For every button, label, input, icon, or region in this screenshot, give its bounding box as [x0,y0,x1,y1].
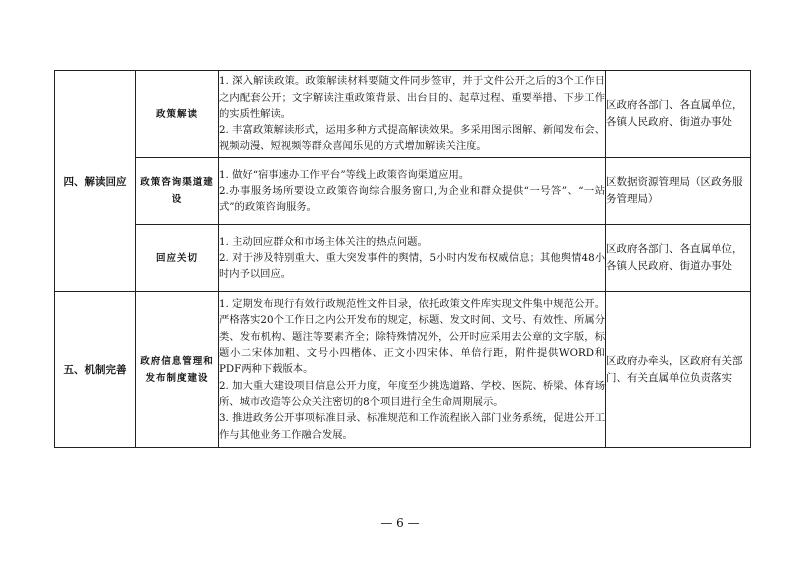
content-item: 2. 对于涉及特别重大、重大突发事件的舆情，5小时内发布权威信息；其他舆情48小时内予以回应。 [219,251,605,281]
section-cell: 四、解读回应 [55,71,136,292]
table-row [55,158,751,225]
table-row [55,292,751,448]
section-cell: 五、机制完善 [55,292,136,448]
department-cell: 区政府办牵头，区政府有关部门、有关直属单位负责落实 [606,292,751,448]
content-cell [219,225,606,292]
content-item: 2.办事服务场所要设立政策咨询综合服务窗口,为企业和群众提供“一号答”、“一站式”的政策咨询服务。 [219,184,605,214]
content-cell [219,71,606,158]
content-item: 1. 做好“宿事速办工作平台”等线上政策咨询渠道应用。 [219,168,470,181]
department-cell: 区数据资源管理局（区政务服务管理局） [606,158,751,225]
content-item: 2. 丰富政策解读形式，运用多种方式提高解读效果。多采用图示图解、新闻发布会、视频动漫、短视频等群众喜闻乐见的方式增加解读关注度。 [219,124,605,153]
content-cell [219,158,606,225]
department-cell: 区政府各部门、各直属单位，各镇人民政府、街道办事处 [606,225,751,292]
subsection-cell: 回应关切 [136,225,219,292]
content-item: 3. 推进政务公开事项标准目录、标准规范和工作流程嵌入部门业务系统，促进公开工作与其他业务工作融合发展。 [219,412,605,441]
table-row [55,71,751,158]
content-item: 1. 深入解读政策。政策解读材料要随文件同步签审，并于文件公开之后的3个工作日之内配套公开；文字解读注重政策背景、出台目的、起草过程、重要举措、下步工作的实质性解读。 [219,75,605,120]
content-item: 1. 定期发布现行有效行政规范性文件目录，依托政策文件库实现文件集中规范公开。严格落实20个工作日之内公开发布的规定，标题、发文时间、文号、有效性、所属分类、发布机构、题注等要素齐全；除特殊情况外，公开时应采用去公章的文字版，标题小二宋体加粗、文号小四楷体、正文小四宋体、单倍行距，附件提供WORD和PDF两种下载版本。 [219,298,605,376]
policy-table [54,70,751,448]
department-cell: 区政府各部门、各直属单位，各镇人民政府、街道办事处 [606,71,751,158]
content-cell [219,292,606,448]
content-item: 1. 主动回应群众和市场主体关注的热点问题。 [219,235,428,248]
table-row [55,225,751,292]
subsection-cell: 政策咨询渠道建设 [136,158,219,225]
content-item: 2. 加大重大建设项目信息公开力度，年度至少挑选道路、学校、医院、桥梁、体育场所、城市改造等公众关注密切的8个项目进行全生命周期展示。 [219,379,605,408]
page-number: — 6 — [380,516,420,530]
subsection-cell: 政策解读 [136,71,219,158]
subsection-cell: 政府信息管理和发布制度建设 [136,292,219,448]
